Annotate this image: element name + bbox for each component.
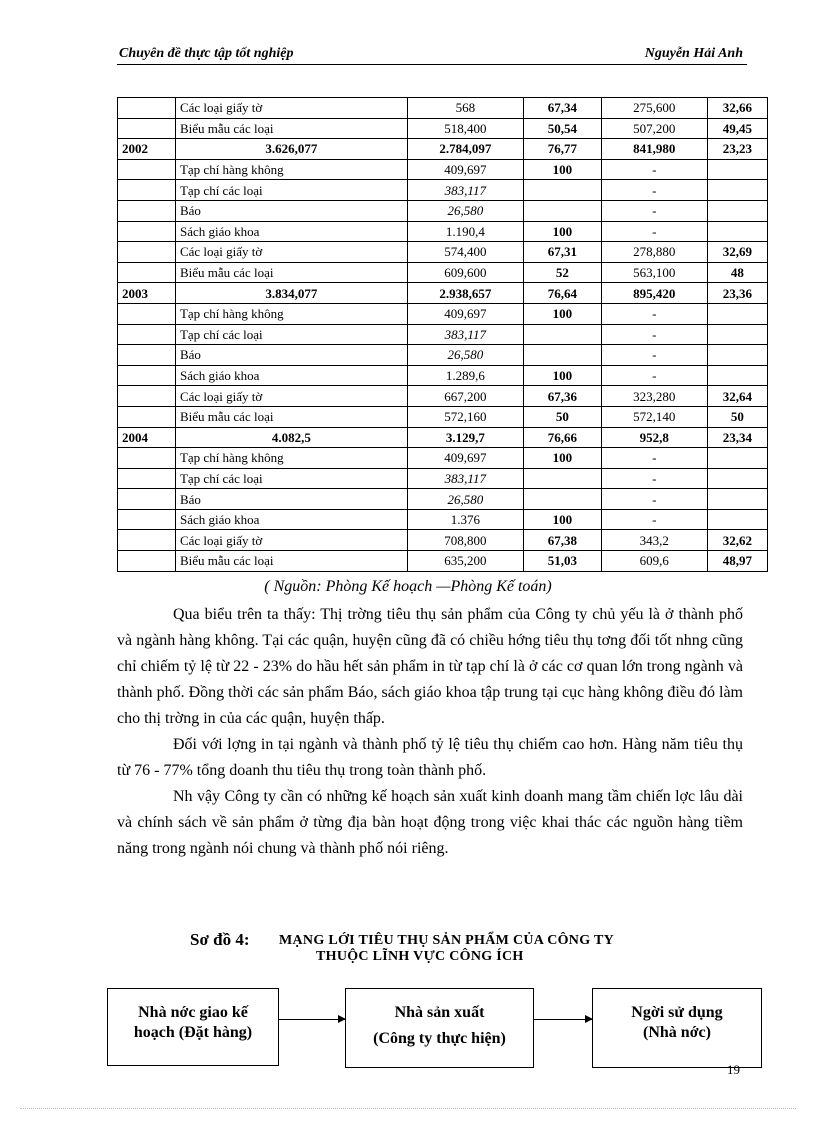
total-cell: 2.938,657 [407, 283, 523, 304]
paragraph-1: Qua biểu trên ta thấy: Thị trờng tiêu thụ sản phẩm của Công ty chủ yếu là ở thành phố và ngành hàng không. Tại các quận, huyện cũng đã có chiều hớng tiêu thụ tơng đối tốt nhng cũng chỉ chiếm tỷ lệ từ 22 - 23% do hầu hết sản phẩm in từ tạp chí là ở các cơ quan lớn trong ngành và thành phố. Đồng thời các sản phẩm Báo, sách giáo khoa tập trung tại cục hàng không điều đó làm cho thị trờng in của các quận, huyện thấp. [117, 606, 743, 727]
percent-city-cell [523, 324, 601, 345]
year-cell [118, 324, 176, 345]
total-cell: 3.129,7 [407, 427, 523, 448]
paragraph-3: Nh vậy Công ty cần có những kế hoạch sản xuất kinh doanh mang tầm chiến lợc lâu dài và chính sách về sản phẩm ở từng địa bàn hoạt động trong việc khai thác các nguồn hàng tiềm năng trong ngành nói chung và thành phố nói riêng. [117, 788, 743, 857]
item-cell: 3.834,077 [175, 283, 407, 304]
table-row [118, 551, 768, 572]
year-cell [118, 303, 176, 324]
item-cell: Các loại giấy tờ [175, 386, 407, 407]
district-cell: 563,100 [601, 262, 707, 283]
district-cell: 323,280 [601, 386, 707, 407]
box-producer-line1: Nhà sản xuất [394, 1004, 485, 1021]
year-cell [118, 530, 176, 551]
district-cell: 507,200 [601, 118, 707, 139]
percent-district-cell [707, 448, 767, 469]
district-cell: - [601, 221, 707, 242]
total-cell: 518,400 [407, 118, 523, 139]
total-cell: 574,400 [407, 242, 523, 263]
total-cell: 1.289,6 [407, 365, 523, 386]
percent-city-cell: 51,03 [523, 551, 601, 572]
box-producer-line2: (Công ty thực hiện) [373, 1030, 506, 1047]
item-cell: Biểu mẫu các loại [175, 406, 407, 427]
percent-city-cell: 52 [523, 262, 601, 283]
item-cell: Sách giáo khoa [175, 365, 407, 386]
percent-district-cell: 32,62 [707, 530, 767, 551]
district-cell: - [601, 468, 707, 489]
item-cell: Tạp chí các loại [175, 468, 407, 489]
sales-table-body [118, 98, 768, 572]
year-cell [118, 221, 176, 242]
year-cell [118, 118, 176, 139]
year-cell [118, 365, 176, 386]
percent-district-cell: 23,36 [707, 283, 767, 304]
table-row [118, 406, 768, 427]
percent-district-cell [707, 345, 767, 366]
year-cell [118, 551, 176, 572]
total-cell: 568 [407, 98, 523, 119]
table-row [118, 262, 768, 283]
total-cell: 667,200 [407, 386, 523, 407]
box-state-order [107, 988, 279, 1066]
table-row [118, 530, 768, 551]
year-cell: 2004 [118, 427, 176, 448]
body-text [117, 602, 743, 862]
percent-district-cell [707, 468, 767, 489]
table-row [118, 489, 768, 510]
table-row [118, 200, 768, 221]
box-producer [345, 988, 534, 1068]
table-row [118, 221, 768, 242]
percent-city-cell: 100 [523, 509, 601, 530]
percent-city-cell: 76,66 [523, 427, 601, 448]
district-cell: - [601, 324, 707, 345]
item-cell: Biểu mẫu các loại [175, 118, 407, 139]
diagram-title-line1: MẠNG LỚI TIÊU THỤ SẢN PHẨM CỦA CÔNG TY [279, 933, 614, 948]
year-cell [118, 98, 176, 119]
district-cell: - [601, 448, 707, 469]
header-left-title: Chuyên đề thực tập tốt nghiệp [119, 46, 294, 61]
percent-district-cell: 50 [707, 406, 767, 427]
box-user-line2: (Nhà nớc) [643, 1024, 711, 1041]
table-row [118, 159, 768, 180]
percent-city-cell [523, 489, 601, 510]
percent-district-cell [707, 365, 767, 386]
district-cell: - [601, 489, 707, 510]
percent-district-cell: 23,23 [707, 139, 767, 160]
year-cell [118, 489, 176, 510]
percent-district-cell [707, 509, 767, 530]
percent-district-cell [707, 489, 767, 510]
year-cell [118, 242, 176, 263]
table-row [118, 98, 768, 119]
item-cell: 3.626,077 [175, 139, 407, 160]
percent-city-cell: 67,36 [523, 386, 601, 407]
year-cell [118, 468, 176, 489]
footer-divider [20, 1108, 796, 1109]
item-cell: Tạp chí các loại [175, 180, 407, 201]
total-cell: 2.784,097 [407, 139, 523, 160]
arrow-1 [279, 1019, 345, 1020]
table-row [118, 242, 768, 263]
district-cell: 952,8 [601, 427, 707, 448]
total-cell: 383,117 [407, 324, 523, 345]
item-cell: Biểu mẫu các loại [175, 551, 407, 572]
total-cell: 1.376 [407, 509, 523, 530]
sales-table [117, 97, 768, 572]
total-cell: 383,117 [407, 468, 523, 489]
table-row [118, 448, 768, 469]
box-state-order-line1: Nhà nớc giao kế [138, 1004, 248, 1021]
table-row [118, 468, 768, 489]
percent-district-cell [707, 303, 767, 324]
percent-district-cell: 48,97 [707, 551, 767, 572]
item-cell: Sách giáo khoa [175, 509, 407, 530]
district-cell: 343,2 [601, 530, 707, 551]
item-cell: Các loại giấy tờ [175, 530, 407, 551]
percent-city-cell: 67,31 [523, 242, 601, 263]
district-cell: 841,980 [601, 139, 707, 160]
district-cell: - [601, 200, 707, 221]
percent-district-cell: 32,64 [707, 386, 767, 407]
item-cell: 4.082,5 [175, 427, 407, 448]
percent-district-cell: 48 [707, 262, 767, 283]
total-cell: 26,580 [407, 345, 523, 366]
item-cell: Tạp chí hàng không [175, 448, 407, 469]
item-cell: Báo [175, 345, 407, 366]
percent-city-cell: 100 [523, 159, 601, 180]
diagram-label: Sơ đồ 4: [190, 930, 250, 949]
year-cell [118, 180, 176, 201]
percent-city-cell: 76,77 [523, 139, 601, 160]
year-cell [118, 159, 176, 180]
percent-city-cell: 100 [523, 448, 601, 469]
paragraph-2: Đối với lợng in tại ngành và thành phố tỷ lệ tiêu thụ chiếm cao hơn. Hàng năm tiêu thụ từ 76 - 77% tổng doanh thu tiêu thụ trong toàn thành phố. [117, 736, 743, 779]
percent-city-cell [523, 345, 601, 366]
district-cell: 278,880 [601, 242, 707, 263]
total-cell: 609,600 [407, 262, 523, 283]
district-cell: 609,6 [601, 551, 707, 572]
table-row [118, 427, 768, 448]
percent-city-cell: 100 [523, 303, 601, 324]
percent-district-cell [707, 221, 767, 242]
table-row [118, 365, 768, 386]
percent-city-cell: 50 [523, 406, 601, 427]
district-cell: - [601, 180, 707, 201]
total-cell: 635,200 [407, 551, 523, 572]
percent-district-cell: 49,45 [707, 118, 767, 139]
table-row [118, 283, 768, 304]
percent-district-cell: 32,69 [707, 242, 767, 263]
arrow-2 [534, 1019, 592, 1020]
percent-district-cell [707, 324, 767, 345]
percent-city-cell [523, 200, 601, 221]
year-cell [118, 200, 176, 221]
percent-district-cell: 23,34 [707, 427, 767, 448]
total-cell: 1.190,4 [407, 221, 523, 242]
total-cell: 572,160 [407, 406, 523, 427]
item-cell: Báo [175, 200, 407, 221]
year-cell [118, 406, 176, 427]
total-cell: 26,580 [407, 489, 523, 510]
percent-city-cell [523, 468, 601, 489]
total-cell: 409,697 [407, 159, 523, 180]
table-row [118, 118, 768, 139]
percent-district-cell [707, 159, 767, 180]
district-cell: 572,140 [601, 406, 707, 427]
district-cell: - [601, 345, 707, 366]
table-row [118, 139, 768, 160]
district-cell: - [601, 365, 707, 386]
percent-district-cell: 32,66 [707, 98, 767, 119]
year-cell [118, 386, 176, 407]
item-cell: Các loại giấy tờ [175, 98, 407, 119]
total-cell: 26,580 [407, 200, 523, 221]
percent-city-cell: 76,64 [523, 283, 601, 304]
item-cell: Biểu mẫu các loại [175, 262, 407, 283]
percent-city-cell: 100 [523, 365, 601, 386]
table-row [118, 180, 768, 201]
percent-city-cell [523, 180, 601, 201]
district-cell: 275,600 [601, 98, 707, 119]
item-cell: Sách giáo khoa [175, 221, 407, 242]
district-cell: - [601, 159, 707, 180]
diagram-title-line2: THUỘC LĨNH VỰC CÔNG ÍCH [316, 949, 524, 964]
page-number: 19 [727, 1062, 740, 1077]
percent-city-cell: 67,38 [523, 530, 601, 551]
percent-city-cell: 67,34 [523, 98, 601, 119]
year-cell: 2003 [118, 283, 176, 304]
year-cell [118, 345, 176, 366]
total-cell: 409,697 [407, 303, 523, 324]
table-row [118, 509, 768, 530]
total-cell: 708,800 [407, 530, 523, 551]
district-cell: - [601, 509, 707, 530]
page-header [117, 44, 747, 65]
item-cell: Tạp chí các loại [175, 324, 407, 345]
table-row [118, 303, 768, 324]
table-row [118, 345, 768, 366]
item-cell: Tạp chí hàng không [175, 303, 407, 324]
year-cell: 2002 [118, 139, 176, 160]
percent-city-cell: 50,54 [523, 118, 601, 139]
percent-district-cell [707, 200, 767, 221]
box-user [592, 988, 762, 1068]
header-author: Nguyễn Hải Anh [644, 46, 743, 61]
year-cell [118, 262, 176, 283]
percent-district-cell [707, 180, 767, 201]
total-cell: 383,117 [407, 180, 523, 201]
district-cell: 895,420 [601, 283, 707, 304]
item-cell: Báo [175, 489, 407, 510]
item-cell: Tạp chí hàng không [175, 159, 407, 180]
year-cell [118, 448, 176, 469]
district-cell: - [601, 303, 707, 324]
box-state-order-line2: hoạch (Đặt hàng) [133, 1024, 253, 1041]
percent-city-cell: 100 [523, 221, 601, 242]
box-user-line1: Ngời sử dụng [631, 1004, 723, 1021]
total-cell: 409,697 [407, 448, 523, 469]
table-source: ( Nguồn: Phòng Kế hoạch —Phòng Kế toán) [264, 578, 552, 595]
table-row [118, 386, 768, 407]
item-cell: Các loại giấy tờ [175, 242, 407, 263]
table-row [118, 324, 768, 345]
year-cell [118, 509, 176, 530]
